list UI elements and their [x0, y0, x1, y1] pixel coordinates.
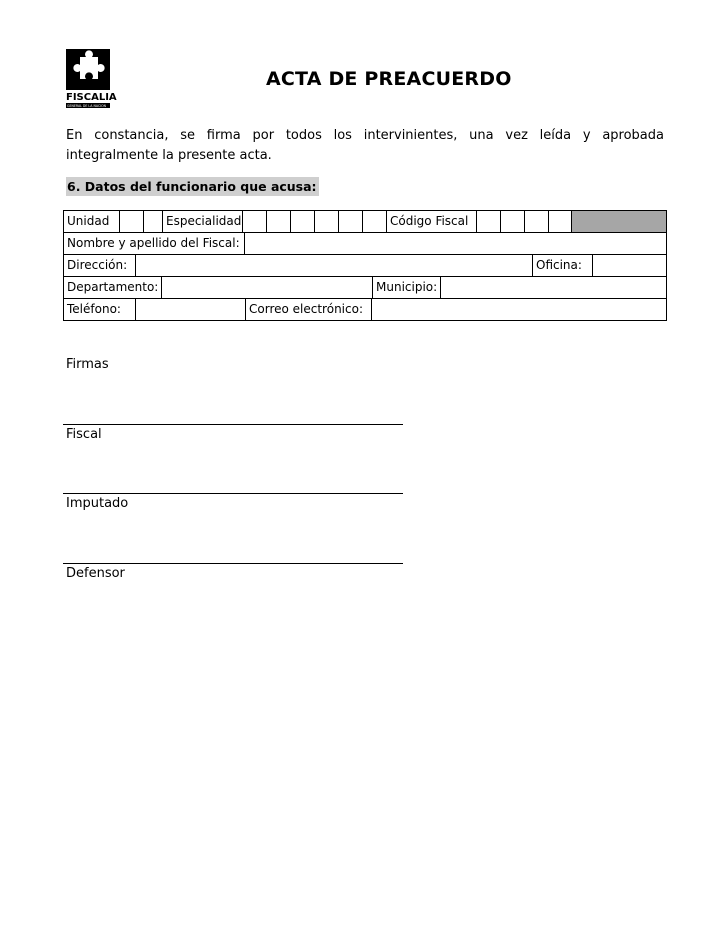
correo-label: Correo electrónico: — [245, 299, 371, 320]
codigo-fiscal-input-2[interactable] — [500, 211, 524, 232]
document-title: ACTA DE PREACUERDO — [266, 68, 512, 90]
fiscalia-logo — [66, 49, 117, 109]
defensor-signature-label: Defensor — [66, 566, 125, 581]
nombre-input[interactable] — [244, 233, 666, 254]
unidad-input-1[interactable] — [119, 211, 143, 232]
telefono-label: Teléfono: — [67, 302, 121, 316]
defensor-signature-line[interactable] — [63, 563, 403, 564]
codigo-fiscal-input-4[interactable] — [548, 211, 571, 232]
codigo-fiscal-input-1[interactable] — [476, 211, 500, 232]
especialidad-input-2[interactable] — [266, 211, 290, 232]
departamento-label: Departamento: — [67, 280, 159, 294]
fiscal-signature-label: Fiscal — [66, 427, 102, 442]
codigo-fiscal-label: Código Fiscal — [386, 211, 476, 232]
imputado-signature-label: Imputado — [66, 496, 129, 511]
form-row-telefono — [64, 299, 666, 320]
especialidad-input-1[interactable] — [242, 211, 266, 232]
correo-input[interactable] — [371, 299, 666, 320]
imputado-signature-line[interactable] — [63, 493, 403, 494]
especialidad-label: Especialidad — [162, 211, 242, 232]
especialidad-input-6[interactable] — [362, 211, 386, 232]
especialidad-input-3[interactable] — [290, 211, 314, 232]
official-data-form — [63, 210, 667, 321]
unidad-label: Unidad — [67, 214, 110, 228]
signatures-heading: Firmas — [66, 357, 109, 372]
telefono-input[interactable] — [135, 299, 245, 320]
unidad-input-2[interactable] — [143, 211, 162, 232]
shaded-cell — [571, 211, 666, 232]
oficina-input[interactable] — [592, 255, 666, 276]
municipio-label: Municipio: — [372, 277, 440, 298]
form-row-direccion — [64, 255, 666, 277]
codigo-fiscal-input-3[interactable] — [524, 211, 548, 232]
especialidad-input-4[interactable] — [314, 211, 338, 232]
form-row-unidad — [64, 211, 666, 233]
fiscal-signature-line[interactable] — [63, 424, 403, 425]
especialidad-input-5[interactable] — [338, 211, 362, 232]
form-row-departamento — [64, 277, 666, 299]
logo-text: FISCALIA — [66, 92, 117, 103]
oficina-label: Oficina: — [532, 255, 592, 276]
municipio-input[interactable] — [440, 277, 666, 298]
intro-paragraph: En constancia, se firma por todos los intervinientes, una vez leída y aprobada integralmente la presente acta. — [66, 128, 664, 163]
departamento-input[interactable] — [161, 277, 372, 298]
form-row-nombre — [64, 233, 666, 255]
direccion-label: Dirección: — [67, 258, 128, 272]
section-title: 6. Datos del funcionario que acusa: — [67, 179, 317, 194]
direccion-input[interactable] — [135, 255, 532, 276]
logo-subtext: GENERAL DE LA NACION — [67, 104, 107, 108]
nombre-label: Nombre y apellido del Fiscal: — [67, 236, 240, 250]
